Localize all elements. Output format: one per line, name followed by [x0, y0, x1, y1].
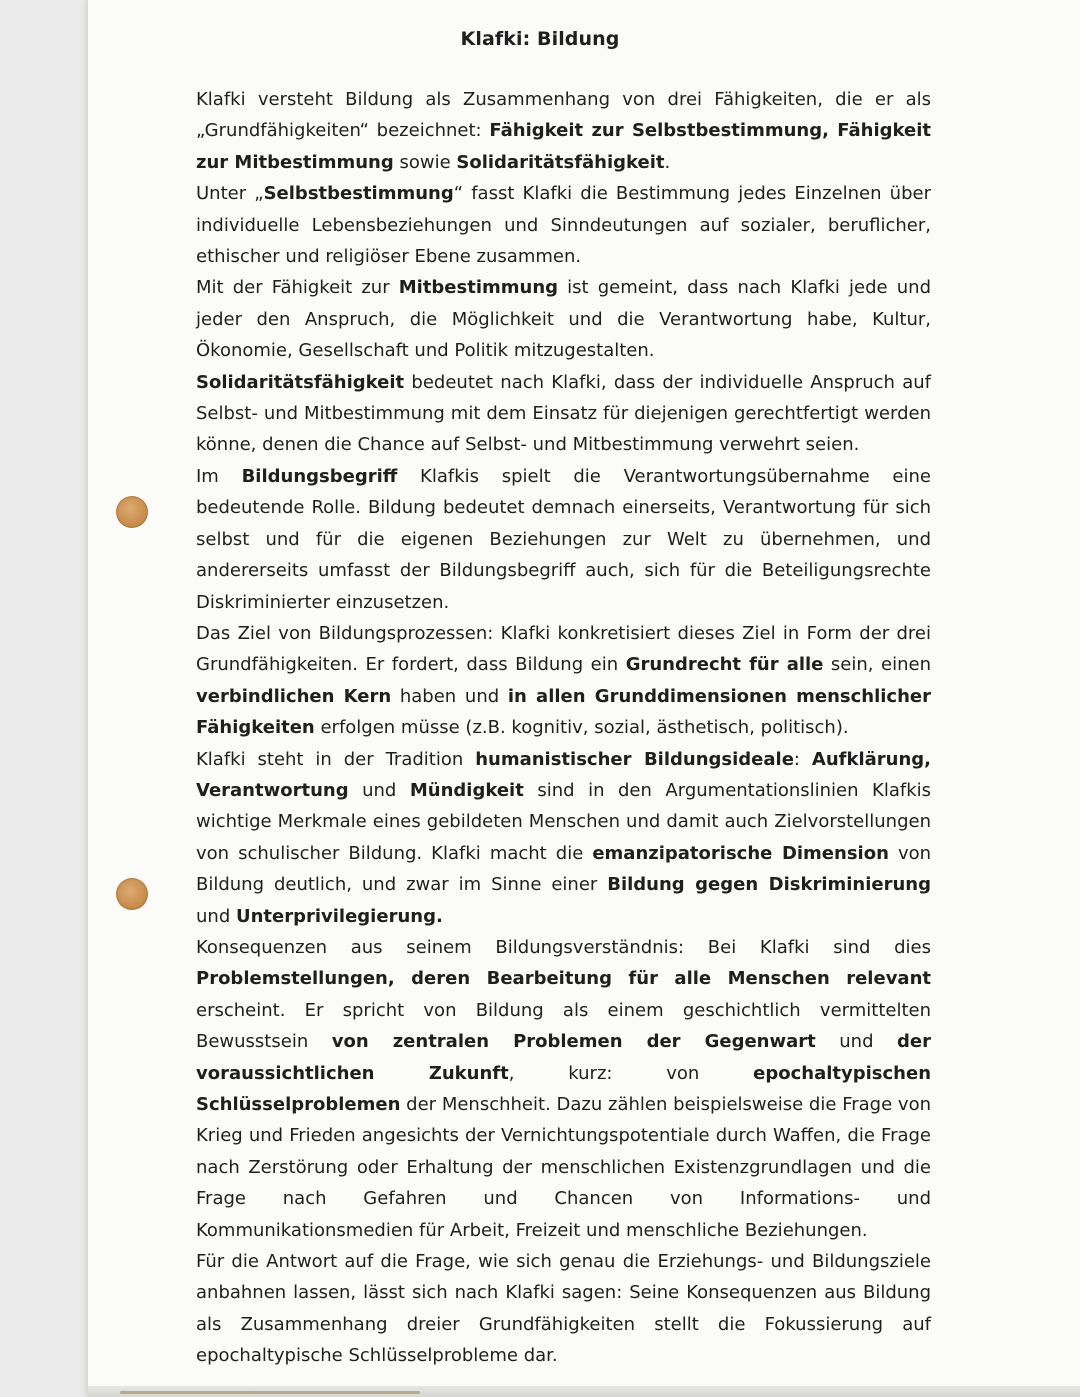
text-run: “ fasst Klafki die Bestimmung jedes Einzelnen über individuelle Lebensbeziehungen und Sinndeutungen auf sozialer, beruflicher, ethischer und religiöser Ebene zusammen. — [196, 183, 931, 268]
text-run: von Bildung deutlich, und zwar im Sinne einer — [196, 842, 932, 896]
bold-text: emanzipatorische Dimension — [592, 842, 889, 864]
document-body — [196, 84, 931, 1372]
text-run: . — [664, 151, 671, 173]
text-run: sind in den Argumentationslinien Klafkis wichtige Merkmale eines gebildeten Menschen und damit auch Zielvorstellungen von schulischer Bildung. Klafki macht die — [196, 779, 932, 864]
paragraph-2 — [196, 178, 931, 272]
bold-text: Solidaritätsfähigkeit — [196, 371, 405, 393]
bold-text: Grundrecht für alle — [625, 654, 824, 676]
text-run: ist gemeint, dass nach Klafki jede und jeder den Anspruch, die Möglichkeit und die Verantwortung habe, Kultur, Ökonomie, Gesellschaft und Politik mitzugestalten. — [196, 277, 931, 362]
text-run: haben und — [391, 685, 508, 707]
text-run: erscheint. Er spricht von Bildung als einem geschichtlich vermittelten Bewusstsein — [196, 999, 931, 1053]
bold-text: Selbstbestimmung — [263, 183, 454, 205]
bold-text: in allen Grunddimensionen menschlicher Fähigkeiten — [196, 685, 932, 739]
text-run: der Menschheit. Dazu zählen beispielsweise die Frage von Krieg und Frieden angesichts der Vernichtungspotentiale durch Waffen, die Frage nach Zerstörung oder Erhaltung der menschlichen Existenzgrundlagen und die Frage nach Gefahren und Chancen von Informations- und Kommunikationsmedien für Arbeit, Freizeit und menschliche Beziehungen. — [196, 1094, 931, 1241]
paragraph-6 — [196, 618, 931, 744]
bold-text: der voraussichtlichen Zukunft — [196, 1031, 931, 1084]
paragraph-4 — [196, 367, 931, 461]
text-run: Mit der Fähigkeit zur — [196, 277, 399, 299]
text-run: Das Ziel von Bildungsprozessen: Klafki konkretisiert dieses Ziel in Form der drei Grundfähigkeiten. Er fordert, dass Bildung ein — [196, 622, 931, 676]
text-run: erfolgen müsse (z.B. kognitiv, sozial, ästhetisch, politisch). — [314, 717, 849, 739]
text-run: sein, einen — [823, 654, 931, 676]
text-run: Konsequenzen aus seinem Bildungsverständnis: Bei Klafki sind dies — [196, 936, 931, 958]
bottom-edge-mark — [120, 1391, 420, 1394]
document-title: Klafki: Bildung — [460, 28, 620, 50]
bold-text: Solidaritätsfähigkeit — [456, 151, 665, 173]
bold-text: humanistischer Bildungsideale — [475, 748, 794, 770]
text-run: Klafkis spielt die Verantwortungsübernahme eine bedeutende Rolle. Bildung bedeutet demnach einerseits, Verantwortung für sich selbst und für die eigenen Beziehungen zur Welt zu übernehmen, und andererseits umfasst der Bildungsbegriff auch, sich für die Beteiligungsrechte Diskriminierter einzusetzen. — [196, 465, 931, 613]
bold-text: verbindlichen Kern — [196, 685, 392, 707]
punch-hole-bottom — [116, 878, 148, 910]
text-run: und — [348, 779, 410, 801]
text-run: und — [196, 905, 236, 927]
paragraph-7 — [196, 744, 931, 932]
paragraph-8 — [196, 932, 931, 1246]
bold-text: Problemstellungen, deren Bearbeitung für alle Menschen relevant — [196, 968, 931, 990]
text-run: Klafki steht in der Tradition — [196, 748, 476, 770]
text-run: : — [793, 748, 812, 770]
bold-text: Aufklärung, Verantwortung — [196, 748, 931, 801]
text-run: Klafki versteht Bildung als Zusammenhang von drei Fähigkeiten, die er als „Grundfähigkeiten“ bezeichnet: — [196, 89, 931, 142]
text-run: Im — [196, 465, 242, 487]
text-run: sowie — [393, 151, 457, 173]
text-run: , kurz: von — [508, 1062, 754, 1084]
bold-text: epochaltypischen Schlüsselproblemen — [196, 1062, 932, 1115]
bold-text: von zentralen Problemen der Gegenwart — [331, 1031, 816, 1053]
paragraph-3 — [196, 272, 931, 366]
text-run: Unter „ — [196, 183, 264, 205]
bold-text: Mitbestimmung — [398, 277, 559, 299]
text-run: Für die Antwort auf die Frage, wie sich genau die Erziehungs- und Bildungsziele anbahnen lassen, lässt sich nach Klafki sagen: Seine Konsequenzen aus Bildung als Zusammenhang dreier Grundfähigkeiten stellt die Fokussierung auf epochaltypische Schlüsselprobleme dar. — [196, 1251, 931, 1367]
text-run: und — [815, 1031, 898, 1053]
text-run: bedeutet nach Klafki, dass der individuelle Anspruch auf Selbst- und Mitbestimmung mit dem Einsatz für diejenigen gerechtfertigt werden könne, denen die Chance auf Selbst- und Mitbestimmung verwehrt seien. — [196, 371, 931, 456]
bold-text: Unterprivilegierung. — [235, 905, 443, 927]
bold-text: Bildung gegen Diskriminierung — [607, 874, 932, 896]
bold-text: Fähigkeit zur Selbstbestimmung, Fähigkeit zur Mitbestimmung — [196, 120, 931, 173]
paragraph-1 — [196, 84, 931, 178]
punch-hole-top — [116, 496, 148, 528]
paragraph-9 — [196, 1246, 931, 1372]
paragraph-5 — [196, 461, 931, 618]
bold-text: Mündigkeit — [409, 779, 524, 801]
bold-text: Bildungsbegriff — [241, 465, 398, 487]
